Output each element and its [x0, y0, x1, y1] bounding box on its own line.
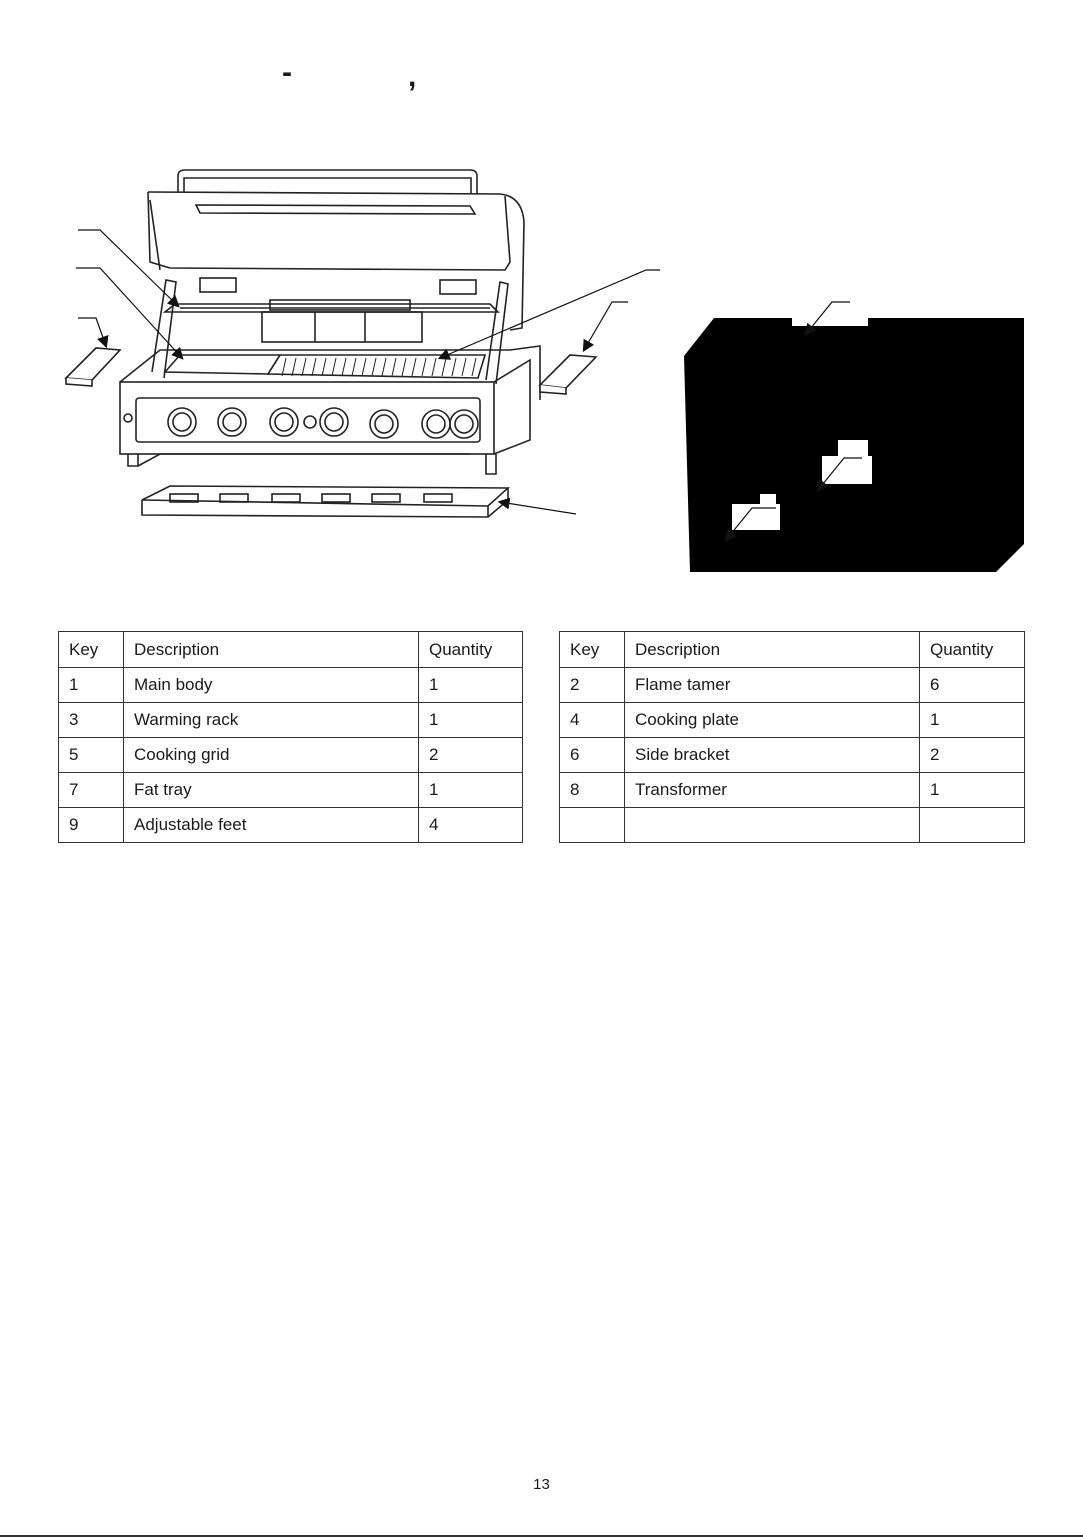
- table-row: [560, 668, 1025, 703]
- parts-table-right: [559, 631, 1025, 843]
- table-header-row: [560, 632, 1025, 668]
- cell-key: 9: [59, 808, 124, 843]
- bbq-exploded-diagram: [0, 0, 1083, 600]
- cell-quantity: 2: [419, 738, 523, 773]
- table-row: [560, 808, 1025, 843]
- electrical-detail-drawing: [684, 302, 1024, 572]
- cell-key: 2: [560, 668, 625, 703]
- cell-key: 7: [59, 773, 124, 808]
- column-header-quantity: Quantity: [419, 632, 523, 668]
- cell-description: Main body: [124, 668, 419, 703]
- cell-description: Warming rack: [124, 703, 419, 738]
- side-bracket-right: [540, 355, 596, 394]
- grill-grid-lines: [282, 358, 476, 376]
- parts-table-left: [58, 631, 523, 843]
- cell-key: 4: [560, 703, 625, 738]
- cell-quantity: 1: [920, 703, 1025, 738]
- cell-key: [560, 808, 625, 843]
- cell-quantity: 1: [920, 773, 1025, 808]
- column-header-quantity: Quantity: [920, 632, 1025, 668]
- cell-description: [625, 808, 920, 843]
- cell-key: 1: [59, 668, 124, 703]
- cell-description: Transformer: [625, 773, 920, 808]
- cell-description: Flame tamer: [625, 668, 920, 703]
- table-row: [59, 738, 523, 773]
- table-row: [59, 773, 523, 808]
- cell-quantity: 6: [920, 668, 1025, 703]
- cell-quantity: [920, 808, 1025, 843]
- cell-quantity: 4: [419, 808, 523, 843]
- table-row: [59, 668, 523, 703]
- cell-quantity: 1: [419, 668, 523, 703]
- column-header-key: Key: [59, 632, 124, 668]
- heading-fragment-dash: -: [282, 56, 292, 89]
- table-row: [560, 738, 1025, 773]
- table-row: [59, 703, 523, 738]
- column-header-description: Description: [625, 632, 920, 668]
- cell-key: 6: [560, 738, 625, 773]
- table-row: [59, 808, 523, 843]
- cell-description: Cooking grid: [124, 738, 419, 773]
- cell-key: 5: [59, 738, 124, 773]
- grill-knobs: [168, 408, 478, 438]
- cell-quantity: 1: [419, 703, 523, 738]
- column-header-description: Description: [124, 632, 419, 668]
- column-header-key: Key: [560, 632, 625, 668]
- page-number: 13: [533, 1476, 550, 1493]
- fat-tray-drawing: [142, 486, 508, 517]
- cell-quantity: 1: [419, 773, 523, 808]
- cell-quantity: 2: [920, 738, 1025, 773]
- table-row: [560, 773, 1025, 808]
- heading-fragment-comma: ,: [408, 60, 417, 93]
- cell-description: Adjustable feet: [124, 808, 419, 843]
- cell-key: 8: [560, 773, 625, 808]
- cell-key: 3: [59, 703, 124, 738]
- side-bracket-left: [66, 348, 120, 386]
- table-row: [560, 703, 1025, 738]
- table-header-row: [59, 632, 523, 668]
- cell-description: Cooking plate: [625, 703, 920, 738]
- cell-description: Fat tray: [124, 773, 419, 808]
- cell-description: Side bracket: [625, 738, 920, 773]
